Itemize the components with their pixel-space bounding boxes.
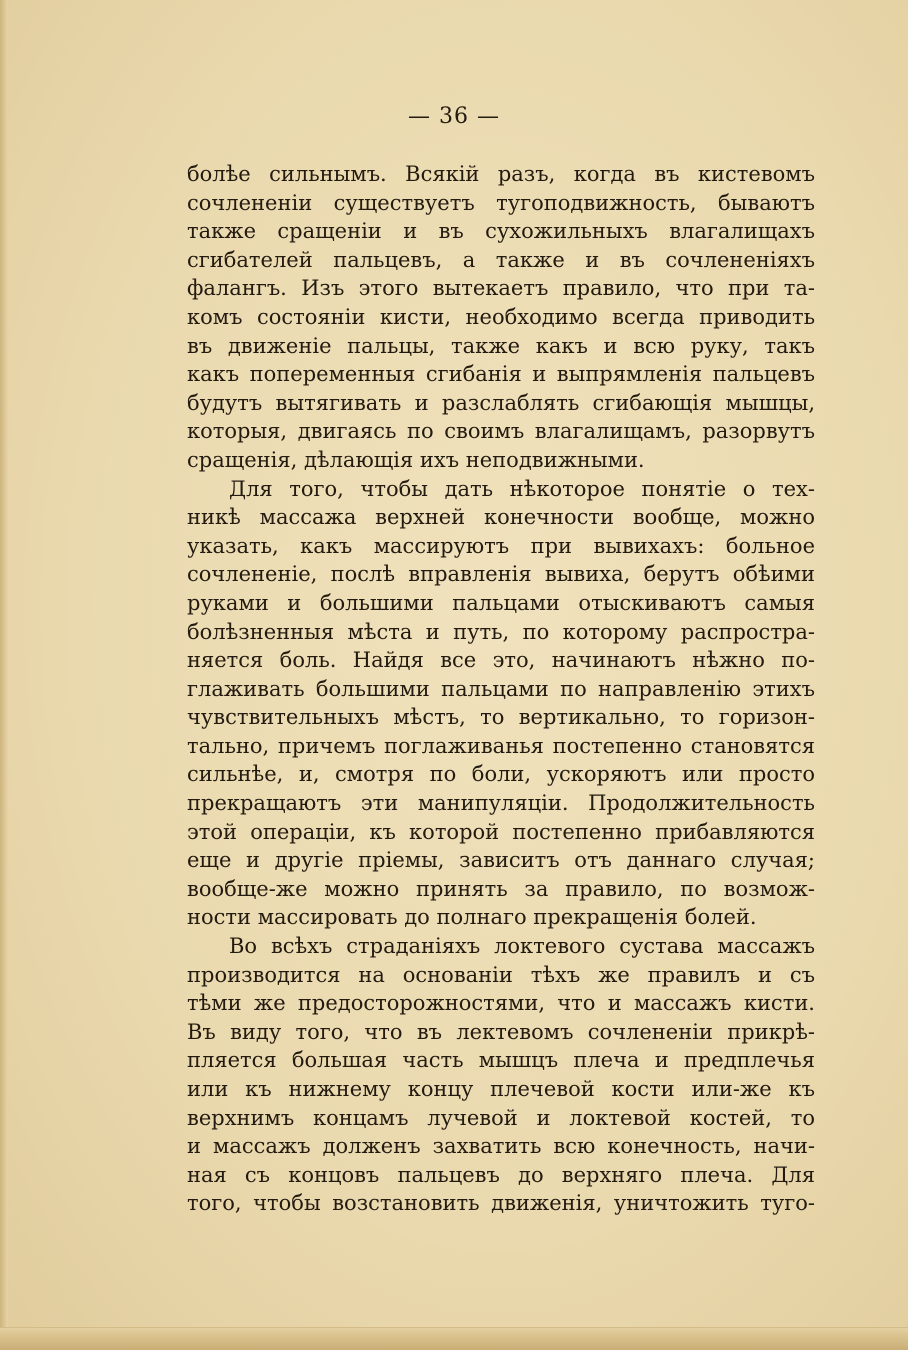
paragraph: [187, 160, 815, 475]
text-line: комъ состояніи кисти, необходимо всегда приводить: [187, 304, 815, 329]
text-line: еще и другіе пріемы, зависитъ отъ даннаго случая;: [187, 848, 815, 873]
text-line: указать, какъ массируютъ при вывихахъ: больное: [187, 533, 815, 558]
text-line: сочлененіе, послѣ вправленія вывиха, берутъ обѣими: [187, 562, 815, 587]
text-line: этой операціи, къ которой постепенно прибавляются: [187, 819, 815, 844]
page-body: [187, 160, 815, 1218]
text-line: никѣ массажа верхней конечности вообще, можно: [187, 505, 815, 530]
paragraph: [187, 932, 815, 1218]
text-line: какъ попеременныя сгибанія и выпрямленія пальцевъ: [187, 362, 815, 387]
text-line: пляется большая часть мышцъ плеча и предплечья: [187, 1048, 815, 1073]
text-line: прекращаютъ эти манипуляціи. Продолжительность: [187, 791, 815, 816]
text-line: сильнѣе, и, смотря по боли, ускоряютъ или просто: [187, 762, 815, 787]
text-line: сращенія, дѣлающія ихъ неподвижными.: [187, 447, 645, 472]
text-line: глаживать большими пальцами по направленію этихъ: [187, 676, 815, 701]
text-line: Для того, чтобы дать нѣкоторое понятіе о тех-: [229, 476, 815, 501]
text-line: фалангъ. Изъ этого вытекаетъ правило, что при та-: [187, 276, 815, 301]
page-bottom-edge: [0, 1327, 908, 1350]
page-number: — 36 —: [408, 104, 500, 129]
text-line: и массажъ долженъ захватить всю конечность, начи-: [187, 1134, 815, 1159]
text-line: ная съ концовъ пальцевъ до верхняго плеча. Для: [187, 1162, 815, 1187]
text-line: верхнимъ концамъ лучевой и локтевой костей, то: [187, 1105, 815, 1130]
text-line: въ движеніе пальцы, также какъ и всю руку, такъ: [187, 333, 815, 358]
text-line: того, чтобы возстановить движенія, уничтожить туго-: [187, 1191, 815, 1216]
text-line: или къ нижнему концу плечевой кости или-же къ: [187, 1077, 815, 1101]
text-line: Во всѣхъ страданіяхъ локтевого сустава массажъ: [229, 934, 815, 959]
text-line: вообще-же можно принять за правило, по возмож-: [187, 876, 815, 901]
text-line: тѣми же предосторожностями, что и массажъ кисти.: [187, 991, 815, 1016]
text-line: будутъ вытягивать и разслаблять сгибающія мышцы,: [187, 390, 815, 415]
text-line: которыя, двигаясь по своимъ влагалищамъ, разорвутъ: [187, 419, 815, 444]
text-line: няется боль. Найдя все это, начинаютъ нѣжно по-: [187, 648, 815, 673]
text-line: болѣе сильнымъ. Всякій разъ, когда въ кистевомъ: [187, 162, 815, 186]
text-line: болѣзненныя мѣста и путь, по которому распростра-: [187, 619, 815, 644]
text-line: чувствительныхъ мѣстъ, то вертикально, то горизон-: [187, 705, 815, 730]
text-line: тально, причемъ поглаживанья постепенно становятся: [187, 733, 815, 758]
text-line: ности массировать до полнаго прекращенія болей.: [187, 905, 757, 930]
text-line: руками и большими пальцами отыскиваютъ самыя: [187, 590, 815, 615]
text-line: сочлененіи существуетъ тугоподвижность, бываютъ: [187, 190, 815, 215]
paragraph: [187, 475, 815, 933]
page-binding-edge: [0, 0, 8, 1350]
text-line: Въ виду того, что въ лектевомъ сочлененіи прикрѣ-: [187, 1019, 815, 1044]
text-line: также сращеніи и въ сухожильныхъ влагалищахъ: [187, 219, 815, 244]
text-line: производится на основаніи тѣхъ же правилъ и съ: [187, 962, 815, 987]
text-line: сгибателей пальцевъ, а также и въ сочлененіяхъ: [187, 247, 815, 272]
